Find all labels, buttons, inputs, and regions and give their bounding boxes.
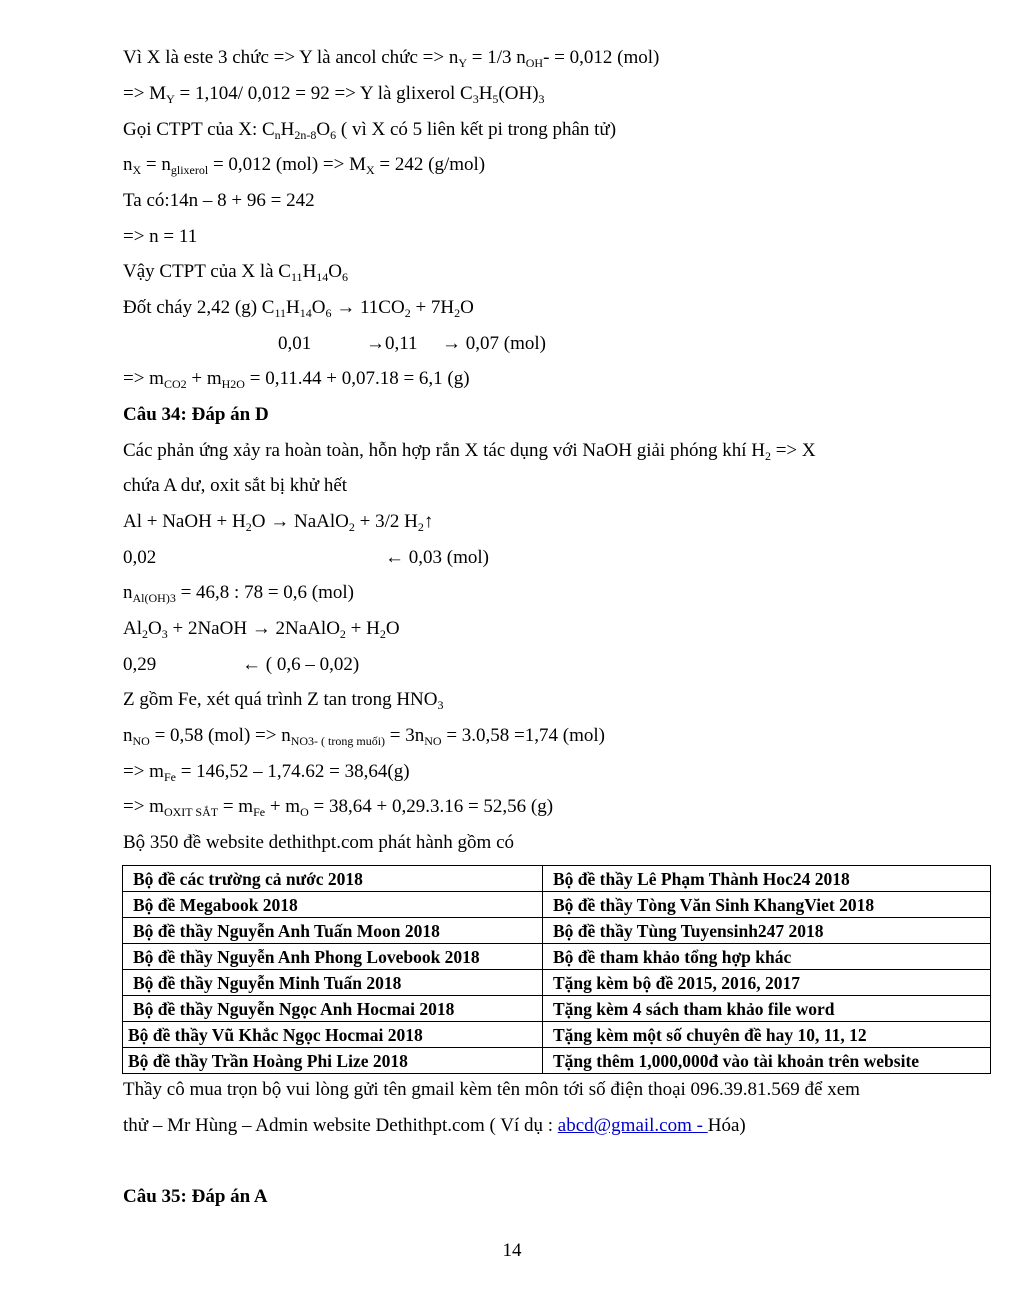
solution-line: Al + NaOH + $H_2O$ → NaAlO$_2$ + 3/2 $H_2↑$ <box>123 511 434 534</box>
solution-line: => $m_{OXIT SẮT} = m_{Fe} + m_O = 38,64 + 0,29.3.16 = 52,56$ (g) <box>123 796 554 819</box>
solution-line: Vậy CTPT của X là $C_{11}H_{14}O_6$ <box>123 261 349 284</box>
table-cell: Bộ đề thầy Trần Hoàng Phi Lize 2018 <box>123 1048 543 1074</box>
mole-ratio-value: ← ( 0,6 – 0,02) <box>242 654 360 675</box>
mole-ratio-value: →0,11 <box>366 333 418 354</box>
table-cell: Bộ đề thầy Tòng Văn Sinh KhangViet 2018 <box>543 892 991 918</box>
mole-ratio-line: 0,29 <box>123 654 157 675</box>
table-cell: Bộ đề thầy Vũ Khắc Ngọc Hocmai 2018 <box>123 1022 543 1048</box>
page-number: 14 <box>502 1240 522 1261</box>
table-row <box>123 1022 991 1048</box>
table-cell: Tặng kèm một số chuyên đề hay 10, 11, 12 <box>543 1022 991 1048</box>
table-cell: Bộ đề thầy Nguyễn Anh Phong Lovebook 2018 <box>123 944 543 970</box>
solution-line: => $m_{CO2} + m_{H2O} = 0,11.44 + 0,07.18 = 6,1$ (g) <box>123 368 470 391</box>
table-cell: Bộ đề thầy Nguyễn Minh Tuấn 2018 <box>123 970 543 996</box>
table-cell: Bộ đề thầy Tùng Tuyensinh247 2018 <box>543 918 991 944</box>
table-row <box>123 866 991 892</box>
table-row <box>123 892 991 918</box>
contact-line: thử – Mr Hùng – Admin website Dethithpt.com ( Ví dụ : abcd@gmail.com - Hóa) <box>123 1115 746 1136</box>
solution-line: chứa A dư, oxit sắt bị khử hết <box>123 475 348 496</box>
question-heading: Câu 34: Đáp án D <box>123 404 269 425</box>
solution-line: Gọi CTPT của X: $C_nH_{2n-8}O_6$ ( vì X có 5 liên kết pi trong phân tử) <box>123 119 617 142</box>
mole-ratio-line: 0,02 <box>123 547 157 568</box>
solution-line: Đốt cháy 2,42 (g) $C_{11}H_{14}O_6 \to 11CO_2 + 7H_2O$ <box>123 297 474 320</box>
promo-table <box>122 865 991 1074</box>
table-cell: Bộ đề thầy Lê Phạm Thành Hoc24 2018 <box>543 866 991 892</box>
table-row <box>123 918 991 944</box>
mole-ratio-value: ← 0,03 (mol) <box>385 547 489 568</box>
solution-line: $n_{NO} = 0,58$ $(mol) => n_{NO3- ( trong muối)} = 3n_{NO} = 3.0,58 =1,74$ (mol) <box>123 725 605 748</box>
solution-line: => $m_{Fe} = 146,52 - 1,74.62 = 38,64(g)$ <box>123 761 410 784</box>
table-row <box>123 996 991 1022</box>
table-row <box>123 970 991 996</box>
solution-line: $n_{Al(OH)3} = 46,8$ : 78 = 0,6 (mol) <box>123 582 354 605</box>
table-cell: Bộ đề các trường cả nước 2018 <box>123 866 543 892</box>
solution-line: $Al_2O_3$ + 2NaOH → 2NaAlO$_2$ + $H_2O$ <box>123 618 400 641</box>
table-cell: Bộ đề thầy Nguyễn Anh Tuấn Moon 2018 <box>123 918 543 944</box>
table-row <box>123 1048 991 1074</box>
solution-line: => $M_Y = 1,104/$ 0,012 = 92 => Y là glixerol $C_3H_5(OH)_3$ <box>123 83 545 106</box>
email-link[interactable]: abcd@gmail.com - <box>557 1115 708 1136</box>
solution-line: Vì X là este 3 chức => Y là ancol chức => $n_Y = 1/3$ $n_{OH}- = 0,012$ (mol) <box>123 47 660 70</box>
solution-line: Các phản ứng xảy ra hoàn toàn, hỗn hợp rắn X tác dụng với NaOH giải phóng khí $H_2 => X$ <box>123 440 816 463</box>
solution-line: $n_X = n_{glixerol} = 0,012$ $(mol) => M_X = 242$ (g/mol) <box>123 154 486 177</box>
mole-ratio-line: 0,01 <box>278 333 312 354</box>
table-cell: Tặng thêm 1,000,000đ vào tài khoản trên website <box>543 1048 991 1074</box>
table-row <box>123 944 991 970</box>
promo-intro: Bộ 350 đề website dethithpt.com phát hành gồm có <box>123 832 515 853</box>
table-cell: Bộ đề thầy Nguyễn Ngọc Anh Hocmai 2018 <box>123 996 543 1022</box>
table-cell: Tặng kèm 4 sách tham khảo file word <box>543 996 991 1022</box>
solution-line: Z gồm Fe, xét quá trình Z tan trong $HNO_3$ <box>123 689 444 712</box>
solution-line: Ta có:14n – 8 + 96 = 242 <box>123 190 315 211</box>
table-cell: Bộ đề Megabook 2018 <box>123 892 543 918</box>
mole-ratio-value: → 0,07 (mol) <box>442 333 546 354</box>
question-heading: Câu 35: Đáp án A <box>123 1186 268 1207</box>
table-cell: Tặng kèm bộ đề 2015, 2016, 2017 <box>543 970 991 996</box>
table-cell: Bộ đề tham khảo tổng hợp khác <box>543 944 991 970</box>
contact-line: Thầy cô mua trọn bộ vui lòng gửi tên gmail kèm tên môn tới số điện thoại 096.39.81.569 để xem <box>123 1079 860 1100</box>
solution-line: => n = 11 <box>123 226 198 247</box>
